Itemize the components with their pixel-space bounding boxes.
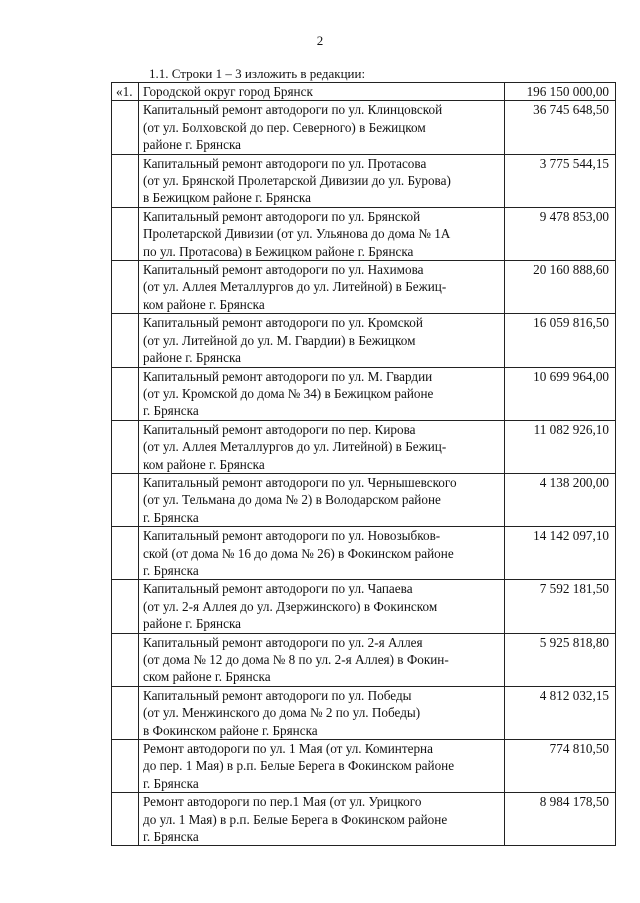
amount-cell: 11 082 926,10 [505, 420, 616, 473]
description-line: г. Брянска [143, 562, 199, 578]
description-line: районе г. Брянска [143, 616, 242, 632]
description-line: Ремонт автодороги по пер.1 Мая (от ул. Урицкого [143, 794, 422, 810]
table-row [112, 580, 616, 633]
description-line: ком районе г. Брянска [143, 456, 265, 472]
description-line: (от ул. Аллея Металлургов до ул. Литейной) в Бежиц- [143, 439, 447, 455]
description-line: г. Брянска [143, 403, 199, 419]
description-line: районе г. Брянска [143, 137, 242, 153]
description-line: (от ул. Аллея Металлургов до ул. Литейной) в Бежиц- [143, 279, 447, 295]
table-row [112, 793, 616, 846]
amount-cell: 3 775 544,15 [505, 154, 616, 207]
header-row [112, 83, 616, 101]
amount-cell: 9 478 853,00 [505, 207, 616, 260]
description-line: (от ул. Литейной до ул. М. Гвардии) в Бежицком [143, 332, 416, 348]
budget-table [111, 82, 616, 846]
empty-number-cell [112, 793, 139, 846]
amount-cell: 20 160 888,60 [505, 261, 616, 314]
amount-cell: 774 810,50 [505, 740, 616, 793]
description-line: Пролетарской Дивизии (от ул. Ульянова до дома № 1А [143, 226, 451, 242]
road-description [139, 793, 505, 846]
description-line: (от ул. Брянской Пролетарской Дивизии до ул. Бурова) [143, 173, 451, 189]
table-row [112, 686, 616, 739]
empty-number-cell [112, 207, 139, 260]
description-line: по ул. Протасова) в Бежицком районе г. Брянска [143, 243, 414, 259]
intro-text: 1.1. Строки 1 – 3 изложить в редакции: [149, 66, 366, 81]
description-line: Капитальный ремонт автодороги по ул. Брянской [143, 208, 421, 224]
amount-cell: 36 745 648,50 [505, 101, 616, 154]
description-line: в Фокинском районе г. Брянска [143, 722, 318, 738]
road-description [139, 580, 505, 633]
table-row [112, 633, 616, 686]
empty-number-cell [112, 686, 139, 739]
empty-number-cell [112, 580, 139, 633]
description-line: (от ул. 2-я Аллея до ул. Дзержинского) в Фокинском [143, 598, 438, 614]
road-description [139, 207, 505, 260]
empty-number-cell [112, 473, 139, 526]
description-line: Капитальный ремонт автодороги по пер. Кирова [143, 421, 416, 437]
municipality-name: Городской округ город Брянск [139, 83, 505, 101]
row-number: «1. [112, 83, 139, 101]
empty-number-cell [112, 367, 139, 420]
description-line: в Бежицком районе г. Брянска [143, 190, 311, 206]
page-number: 2 [316, 33, 324, 48]
table-row [112, 367, 616, 420]
description-line: ком районе г. Брянска [143, 296, 265, 312]
description-line: (от ул. Болховской до пер. Северного) в Бежицком [143, 119, 426, 135]
description-line: Капитальный ремонт автодороги по ул. Чернышевского [143, 474, 457, 490]
table-row [112, 261, 616, 314]
description-line: Капитальный ремонт автодороги по ул. Новозыбков- [143, 528, 441, 544]
table-row [112, 101, 616, 154]
road-description [139, 633, 505, 686]
table-row [112, 473, 616, 526]
description-line: Ремонт автодороги по ул. 1 Мая (от ул. Коминтерна [143, 741, 433, 757]
description-line: (от ул. Менжинского до дома № 2 по ул. Победы) [143, 705, 421, 721]
description-line: ской (от дома № 16 до дома № 26) в Фокинском районе [143, 545, 454, 561]
table-row [112, 527, 616, 580]
description-line: Капитальный ремонт автодороги по ул. Клинцовской [143, 102, 443, 118]
description-line: ском районе г. Брянска [143, 669, 271, 685]
amount-cell: 10 699 964,00 [505, 367, 616, 420]
description-line: (от ул. Тельмана до дома № 2) в Володарском районе [143, 492, 441, 508]
description-line: Капитальный ремонт автодороги по ул. М. Гвардии [143, 368, 433, 384]
amount-cell: 16 059 816,50 [505, 314, 616, 367]
table-row [112, 420, 616, 473]
empty-number-cell [112, 740, 139, 793]
road-description [139, 154, 505, 207]
amount-cell: 5 925 818,80 [505, 633, 616, 686]
amount-cell: 4 812 032,15 [505, 686, 616, 739]
description-line: (от ул. Кромской до дома № 34) в Бежицком районе [143, 385, 434, 401]
description-line: районе г. Брянска [143, 350, 242, 366]
table-row [112, 154, 616, 207]
description-line: Капитальный ремонт автодороги по ул. Протасова [143, 155, 427, 171]
table-row [112, 207, 616, 260]
description-line: Капитальный ремонт автодороги по ул. Кромской [143, 315, 423, 331]
road-description [139, 686, 505, 739]
description-line: г. Брянска [143, 829, 199, 845]
empty-number-cell [112, 101, 139, 154]
description-line: Капитальный ремонт автодороги по ул. Чапаева [143, 581, 413, 597]
empty-number-cell [112, 261, 139, 314]
amount-cell: 4 138 200,00 [505, 473, 616, 526]
empty-number-cell [112, 527, 139, 580]
table-row [112, 740, 616, 793]
empty-number-cell [112, 154, 139, 207]
description-line: Капитальный ремонт автодороги по ул. Нахимова [143, 262, 424, 278]
empty-number-cell [112, 420, 139, 473]
description-line: Капитальный ремонт автодороги по ул. 2-я Аллея [143, 634, 423, 650]
road-description [139, 473, 505, 526]
empty-number-cell [112, 633, 139, 686]
road-description [139, 420, 505, 473]
table-row [112, 314, 616, 367]
amount-cell: 14 142 097,10 [505, 527, 616, 580]
road-description [139, 740, 505, 793]
description-line: г. Брянска [143, 509, 199, 525]
amount-cell: 7 592 181,50 [505, 580, 616, 633]
road-description [139, 101, 505, 154]
description-line: Капитальный ремонт автодороги по ул. Победы [143, 687, 412, 703]
road-description [139, 367, 505, 420]
amount-cell: 8 984 178,50 [505, 793, 616, 846]
road-description [139, 314, 505, 367]
description-line: г. Брянска [143, 775, 199, 791]
description-line: до пер. 1 Мая) в р.п. Белые Берега в Фокинском районе [143, 758, 455, 774]
description-line: до ул. 1 Мая) в р.п. Белые Берега в Фокинском районе [143, 811, 448, 827]
road-description [139, 261, 505, 314]
total-amount: 196 150 000,00 [505, 83, 616, 101]
empty-number-cell [112, 314, 139, 367]
road-description [139, 527, 505, 580]
table-body [112, 83, 616, 846]
description-line: (от дома № 12 до дома № 8 по ул. 2-я Аллея) в Фокин- [143, 652, 449, 667]
